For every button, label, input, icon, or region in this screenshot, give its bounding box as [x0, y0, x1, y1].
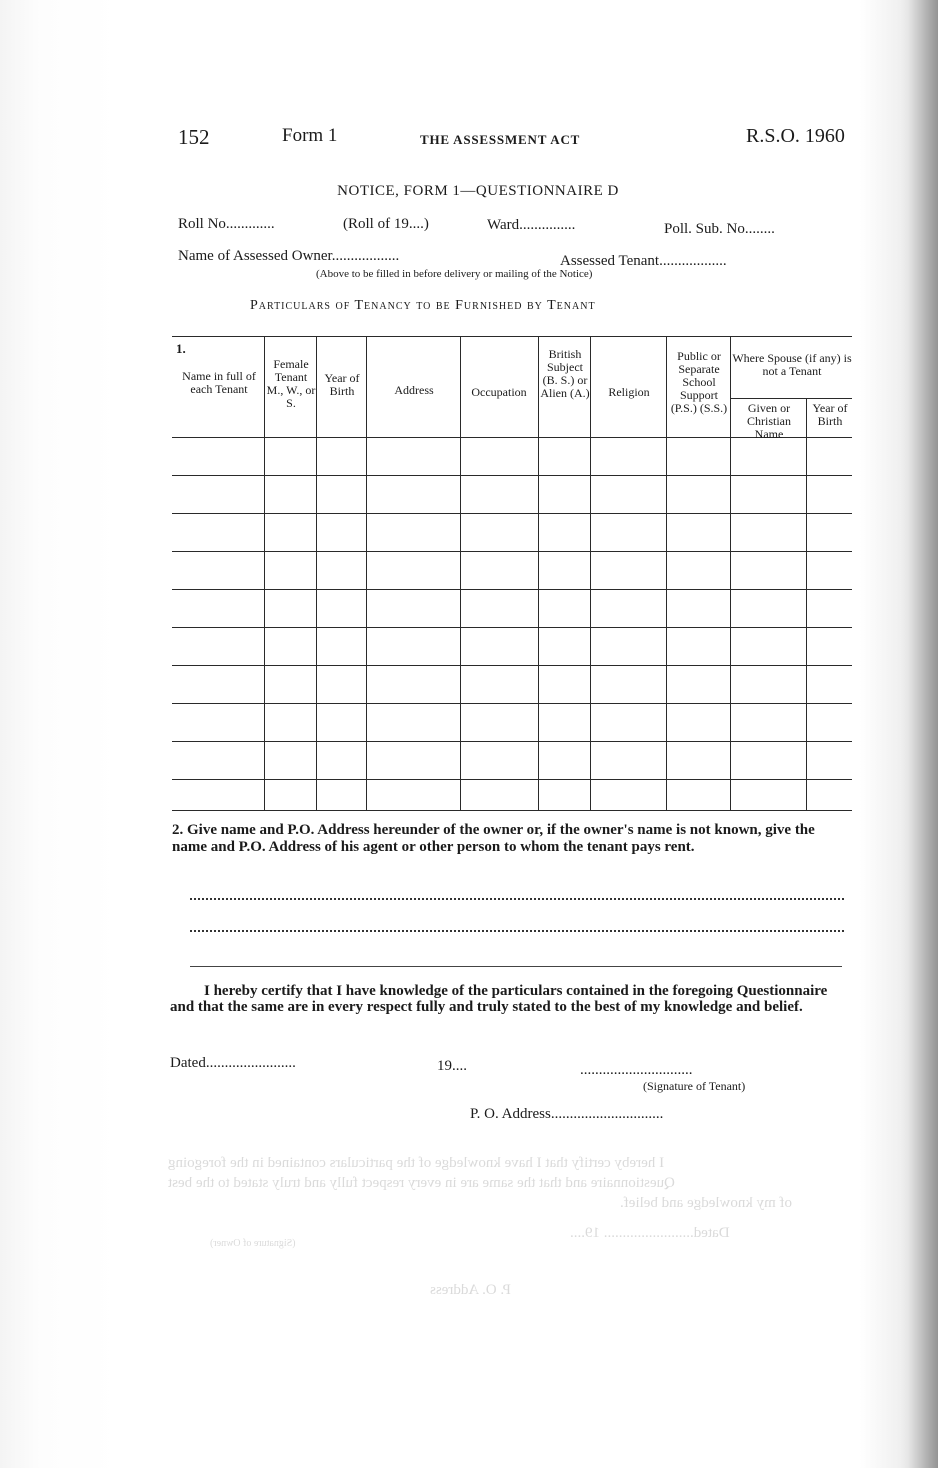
col-spouse-name: Given or Christian Name: [747, 401, 791, 441]
owner-address-line-2: [190, 930, 844, 932]
fill-in-note: (Above to be filled in before delivery or mailing of the Notice): [316, 268, 593, 280]
col-female-tenant: Female Tenant M., W., or S.: [266, 357, 316, 410]
bleed-through-dated: Dated........................ 19....: [570, 1225, 730, 1241]
po-address-field: P. O. Address..............................: [470, 1106, 664, 1122]
assessed-tenant-field: Assessed Tenant..................: [560, 253, 727, 269]
bleed-through-line-3: of my knowledge and belief.: [620, 1195, 793, 1211]
poll-sub-field: Poll. Sub. No........: [664, 221, 775, 237]
tenancy-table: [172, 336, 852, 811]
signature-line: ..............................: [580, 1062, 693, 1078]
signature-label: (Signature of Tenant): [643, 1079, 746, 1093]
col-year-of-birth: Year of Birth: [324, 371, 360, 398]
roll-no-field: Roll No.............: [178, 216, 275, 232]
statute-reference: R.S.O. 1960: [746, 125, 845, 147]
bleed-through-line-2: Questionnaire and that the same are in every respect fully and truly stated to the best: [168, 1175, 675, 1191]
form-label: Form 1: [282, 125, 338, 146]
col-occupation: Occupation: [471, 385, 527, 399]
col-name: Name in full of each Tenant: [182, 369, 256, 396]
act-title: THE ASSESSMENT ACT: [420, 132, 581, 147]
notice-title: NOTICE, FORM 1—QUESTIONNAIRE D: [337, 183, 619, 199]
ward-field: Ward...............: [487, 217, 576, 233]
bleed-through-signature: (Signature of Owner): [210, 1238, 296, 1249]
page-gutter-shadow: [908, 0, 938, 1468]
col-spouse-group: Where Spouse (if any) is not a Tenant: [732, 351, 852, 378]
assessed-owner-field: Name of Assessed Owner..................: [178, 248, 400, 264]
bleed-through-line-1: I hereby certify that I have knowledge of the particulars contained in the foregoing: [168, 1155, 665, 1171]
col-spouse-year: Year of Birth: [812, 401, 848, 428]
col-school-support: Public or Separate School Support (P.S.) (S.S.): [670, 349, 728, 415]
section-divider: [190, 966, 842, 967]
certification-text: I hereby certify that I have knowledge of the particulars contained in the foregoing Questionnaire and that the same are in every respect fully and truly stated to the best of my knowledge and belief.: [170, 983, 828, 1015]
roll-of-field: (Roll of 19....): [343, 216, 429, 232]
section-title: Particulars of Tenancy to be Furnished by Tenant: [250, 298, 596, 313]
page-number: 152: [178, 125, 210, 149]
dated-field: Dated........................: [170, 1055, 296, 1071]
col-address: Address: [394, 383, 434, 397]
bleed-through-po: P. O. Address: [430, 1282, 511, 1298]
year-field: 19....: [437, 1058, 467, 1074]
row-number: 1.: [176, 341, 186, 356]
section-2-instructions: 2. Give name and P.O. Address hereunder of the owner or, if the owner's name is not known, give the name and P.O. Address of his agent or other person to whom the tenant pays rent.: [172, 822, 815, 855]
owner-address-line-1: [190, 898, 844, 900]
col-religion: Religion: [608, 385, 650, 399]
col-british-subject: British Subject (B. S.) or Alien (A.): [540, 347, 590, 400]
